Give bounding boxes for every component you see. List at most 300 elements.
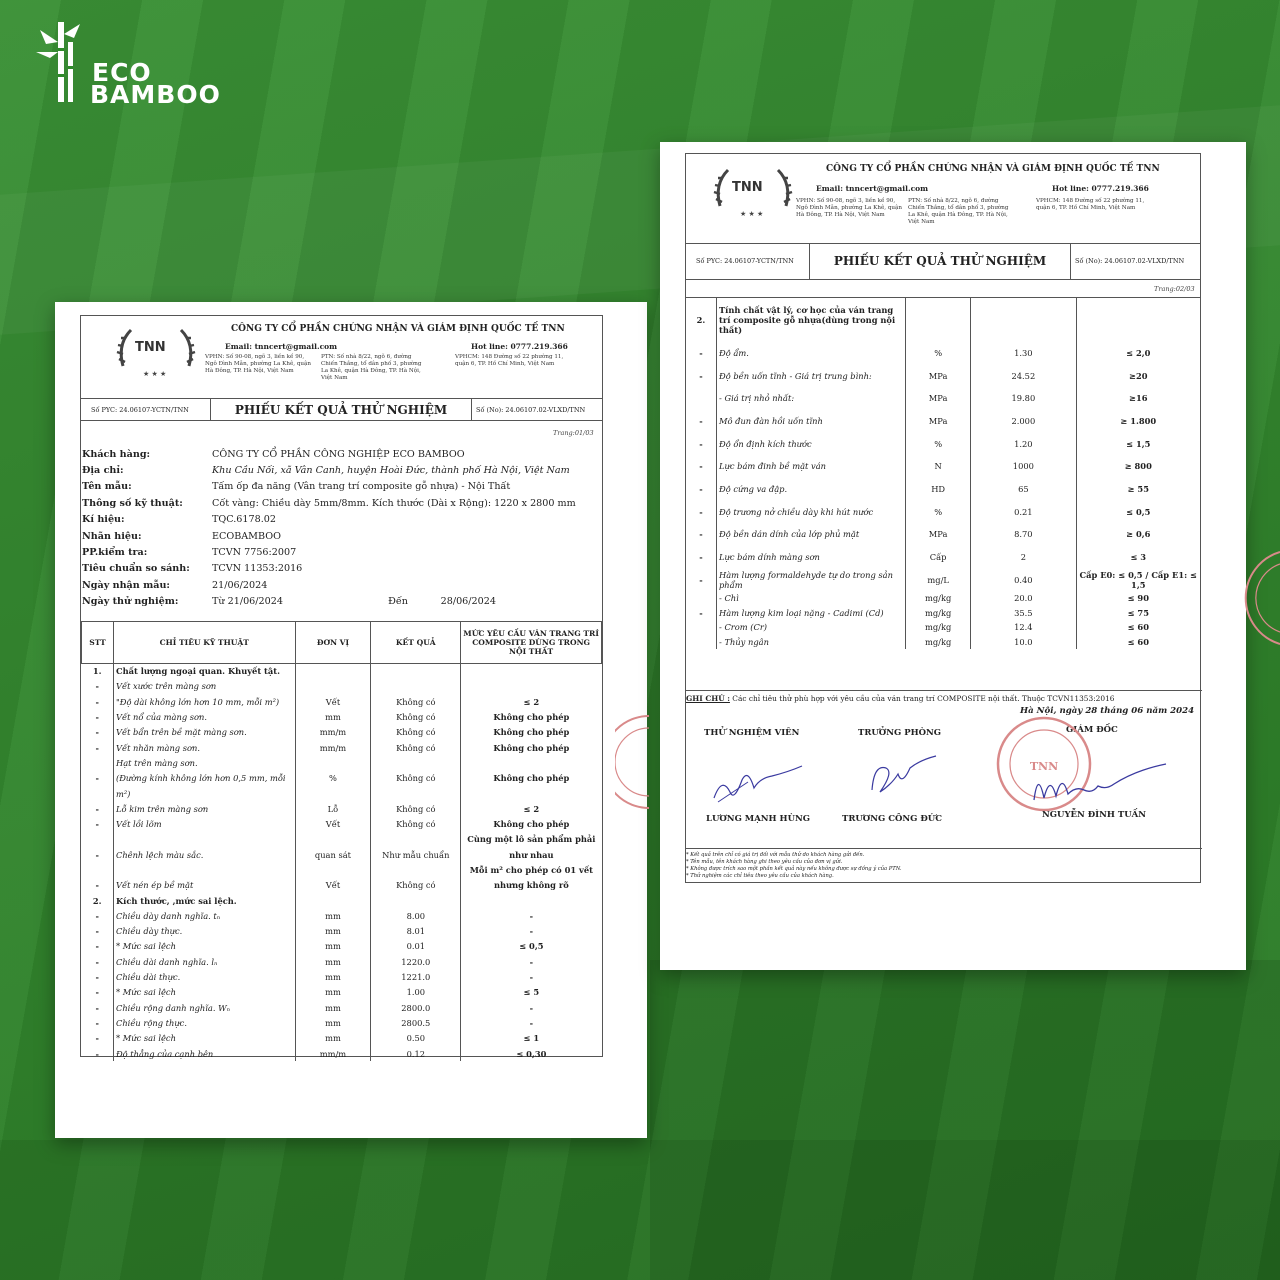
cell-stt: - bbox=[686, 500, 717, 523]
info-label: Địa chỉ: bbox=[82, 465, 124, 477]
info-row bbox=[82, 512, 602, 528]
signer-name-head: TRƯƠNG CÔNG ĐỨC bbox=[842, 814, 942, 824]
svg-text:★ ★ ★: ★ ★ ★ bbox=[143, 370, 167, 378]
cell-requirement: ≥ 800 bbox=[1124, 461, 1152, 472]
info-label: Ngày thử nghiệm: bbox=[82, 596, 179, 608]
cell-criteria: * Mức sai lệch bbox=[113, 1031, 295, 1046]
cell-stt: - bbox=[82, 908, 114, 923]
info-value bbox=[212, 596, 602, 607]
info-row bbox=[82, 594, 602, 610]
info-row bbox=[82, 446, 602, 462]
table-row bbox=[686, 298, 1200, 342]
cell-stt: - bbox=[82, 1031, 114, 1046]
cell-criteria: Độ thẳng của cạnh bên bbox=[113, 1046, 295, 1061]
cell-result bbox=[371, 679, 461, 694]
cell-result: 1000 bbox=[971, 455, 1076, 478]
cell-unit: mg/kg bbox=[906, 606, 971, 621]
cell-criteria: m²) bbox=[113, 786, 295, 801]
cell-result: Không có bbox=[371, 816, 461, 831]
table-row bbox=[686, 591, 1200, 606]
cell-unit bbox=[295, 832, 371, 847]
company-hotline: Hot line: 0777.219.366 bbox=[1052, 184, 1149, 193]
cell-result bbox=[371, 664, 461, 679]
cell-unit: % bbox=[906, 432, 971, 455]
table-row bbox=[686, 568, 1200, 591]
cell-criteria: Độ trương nở chiều dày khi hút nước bbox=[717, 500, 906, 523]
cell-criteria: (Đường kính không lớn hơn 0,5 mm, mỗi bbox=[113, 771, 295, 786]
cell-unit: MPa bbox=[906, 523, 971, 546]
cell-requirement: - bbox=[529, 926, 534, 937]
cell-result bbox=[371, 862, 461, 877]
signer-title-head: TRƯỞNG PHÒNG bbox=[858, 728, 942, 738]
table-row bbox=[686, 546, 1200, 569]
table-row bbox=[82, 679, 602, 694]
cell-unit: mg/kg bbox=[906, 591, 971, 606]
cell-unit: mm bbox=[295, 924, 371, 939]
cell-requirement: ≤ 5 bbox=[523, 987, 540, 998]
test-date-to-label: Đến bbox=[388, 596, 408, 608]
table-row bbox=[82, 924, 602, 939]
cell-stt: - bbox=[82, 847, 114, 862]
address-ptn: PTN: Số nhà 8/22, ngõ 6, đường Chiến Thắng, tổ dân phố 3, phường La Khê, quận Hà Đông, TP. Hà Nội, Việt Nam bbox=[321, 354, 422, 381]
cell-requirement: ≤ 1,5 bbox=[1126, 438, 1151, 449]
table-row bbox=[82, 847, 602, 862]
table-row bbox=[82, 954, 602, 969]
cell-criteria: Hạt trên màng sơn. bbox=[113, 755, 295, 770]
cell-result: 1221.0 bbox=[371, 969, 461, 984]
info-label: Nhãn hiệu: bbox=[82, 530, 142, 542]
info-value: 21/06/2024 bbox=[212, 579, 268, 591]
cell-result: Không có bbox=[371, 878, 461, 893]
cell-requirement: Không cho phép bbox=[493, 819, 570, 830]
cell-criteria: Chiều rộng thực. bbox=[113, 1015, 295, 1030]
logo-text-eco: ECO bbox=[92, 58, 152, 87]
cell-criteria: Lực bám đinh bề mặt ván bbox=[717, 455, 906, 478]
cell-criteria: Độ bền dán dính của lớp phủ mặt bbox=[717, 523, 906, 546]
tnn-seal-logo: ★ ★ ★ TNN bbox=[113, 322, 199, 386]
note-label: GHI CHÚ : bbox=[686, 694, 730, 703]
cell-requirement: - bbox=[529, 1002, 534, 1013]
col-unit: ĐƠN VỊ bbox=[295, 622, 371, 664]
cell-result: 65 bbox=[971, 478, 1076, 501]
report-title-bar bbox=[686, 244, 1200, 280]
tnn-seal-logo: ★ ★ ★ TNN bbox=[710, 162, 796, 226]
cell-unit: quan sát bbox=[295, 847, 371, 862]
cell-result bbox=[371, 786, 461, 801]
address-vphn: VPHN: Số 90-08, ngõ 3, liền kề 90, Ngô Đình Mẫn, phường La Khê, quận Hà Đông, TP. Hà Nội, Việt Nam bbox=[796, 198, 902, 218]
cell-result: 2 bbox=[971, 546, 1076, 569]
cell-stt: - bbox=[82, 801, 114, 816]
col-requirement: MỨC YÊU CẦU VÁN TRANG TRÍ COMPOSITE DÙNG TRONG NỘI THẤT bbox=[461, 622, 602, 664]
cell-stt: - bbox=[686, 606, 717, 621]
cell-stt: 2. bbox=[686, 298, 717, 342]
cell-criteria: Vết lồi lõm bbox=[113, 816, 295, 831]
cell-stt bbox=[82, 862, 114, 877]
signer-title-tester: THỬ NGHIỆM VIÊN bbox=[704, 728, 800, 738]
table-row bbox=[82, 939, 602, 954]
cell-criteria: * Mức sai lệch bbox=[113, 985, 295, 1000]
col-result: KẾT QUẢ bbox=[371, 622, 461, 664]
cell-unit: % bbox=[295, 771, 371, 786]
cell-criteria: Vết nổ của màng sơn. bbox=[113, 709, 295, 724]
request-number: Số PYC: 24.06107-YCTN/TNN bbox=[81, 399, 211, 420]
note-item: * Không được trích sao một phần kết quả này nếu không được sự đồng ý của PTN. bbox=[686, 866, 902, 872]
cell-criteria: - Giá trị nhỏ nhất: bbox=[717, 387, 906, 410]
cell-criteria: Lực bám dính màng sơn bbox=[717, 546, 906, 569]
table-row bbox=[82, 1000, 602, 1015]
note-item: * Kết quả trên chỉ có giá trị đối với mẫu thử do khách hàng gửi đến. bbox=[686, 852, 865, 858]
cell-requirement: - bbox=[529, 1017, 534, 1028]
cell-stt: - bbox=[686, 364, 717, 387]
info-value: Khu Cầu Nối, xã Vân Canh, huyện Hoài Đức, thành phố Hà Nội, Việt Nam bbox=[212, 465, 570, 477]
results-table-1 bbox=[81, 621, 602, 1061]
info-row bbox=[82, 561, 602, 577]
request-number: Số PYC: 24.06107-YCTN/TNN bbox=[686, 244, 810, 279]
info-value: TCVN 7756:2007 bbox=[212, 547, 297, 559]
address-ptn: PTN: Số nhà 8/22, ngõ 6, đường Chiến Thắng, tổ dân phố 3, phường La Khê, quận Hà Đông, TP. Hà Nội, Việt Nam bbox=[908, 198, 1009, 225]
info-label: Khách hàng: bbox=[82, 448, 151, 460]
cell-result: 8.00 bbox=[371, 908, 461, 923]
cell-stt: - bbox=[82, 1000, 114, 1015]
cell-unit: mm bbox=[295, 1000, 371, 1015]
cell-result: 0.40 bbox=[971, 568, 1076, 591]
cell-unit: HD bbox=[906, 478, 971, 501]
page-number: Trang:01/03 bbox=[553, 429, 594, 437]
cell-stt bbox=[82, 832, 114, 847]
report-title: PHIẾU KẾT QUẢ THỬ NGHIỆM bbox=[234, 403, 448, 417]
cell-unit: mm bbox=[295, 939, 371, 954]
table-row bbox=[82, 1015, 602, 1030]
table-row bbox=[82, 878, 602, 893]
sign-date: Hà Nội, ngày 28 tháng 06 năm 2024 bbox=[1020, 706, 1195, 716]
cell-stt: - bbox=[82, 771, 114, 786]
report-number: Số (No): 24.06107.02-VLXD/TNN bbox=[1070, 244, 1202, 279]
table-row bbox=[82, 801, 602, 816]
cell-result: Không có bbox=[371, 771, 461, 786]
sample-info bbox=[82, 446, 602, 610]
table-row bbox=[686, 432, 1200, 455]
table-row bbox=[82, 1031, 602, 1046]
table-row bbox=[686, 455, 1200, 478]
cell-unit: % bbox=[906, 342, 971, 365]
cell-criteria: Tính chất vật lý, cơ học của ván trang trí composite gỗ nhựa(dùng trong nội thất) bbox=[717, 298, 906, 342]
cell-criteria bbox=[717, 635, 906, 650]
cell-result bbox=[971, 298, 1076, 342]
cell-criteria: Mô đun đàn hồi uốn tĩnh bbox=[717, 410, 906, 433]
cell-unit bbox=[295, 755, 371, 770]
info-row bbox=[82, 462, 602, 478]
table-row bbox=[82, 893, 602, 908]
cell-result bbox=[371, 893, 461, 908]
cell-stt: - bbox=[82, 985, 114, 1000]
cell-unit: MPa bbox=[906, 364, 971, 387]
signature-director bbox=[1026, 760, 1176, 810]
signature-head bbox=[864, 750, 944, 804]
cell-unit: mm/m bbox=[295, 740, 371, 755]
cell-unit: Vết bbox=[295, 878, 371, 893]
cell-requirement bbox=[1076, 298, 1200, 342]
cell-result: Không có bbox=[371, 694, 461, 709]
cell-criteria: Lỗ kim trên màng sơn bbox=[113, 801, 295, 816]
report-title: PHIẾU KẾT QUẢ THỬ NGHIỆM bbox=[833, 254, 1047, 268]
cell-result: Không có bbox=[371, 709, 461, 724]
cell-criteria: Độ cứng va đập. bbox=[717, 478, 906, 501]
cell-unit: mm bbox=[295, 908, 371, 923]
cell-stt: - bbox=[82, 679, 114, 694]
table-row bbox=[82, 1046, 602, 1061]
info-value: ECOBAMBOO bbox=[212, 530, 281, 542]
cell-criteria: Vết xước trên màng sơn bbox=[113, 679, 295, 694]
cell-criteria bbox=[717, 591, 906, 606]
cell-requirement: ≤ 2 bbox=[523, 803, 540, 814]
cell-result: 8.01 bbox=[371, 924, 461, 939]
note-line bbox=[686, 690, 1202, 703]
cell-requirement: ≥ 1.800 bbox=[1120, 415, 1157, 426]
cell-result: 0.01 bbox=[371, 939, 461, 954]
cell-requirement: ≥16 bbox=[1129, 393, 1148, 404]
cell-unit: MPa bbox=[906, 410, 971, 433]
cell-stt: - bbox=[686, 342, 717, 365]
cell-requirement: ≥20 bbox=[1129, 370, 1148, 381]
test-report-page-2 bbox=[660, 142, 1246, 970]
cell-unit: Vết bbox=[295, 694, 371, 709]
cell-requirement: ≤ 2 bbox=[523, 696, 540, 707]
table-row bbox=[686, 635, 1200, 650]
info-label: Kí hiệu: bbox=[82, 514, 125, 526]
cell-requirement: - bbox=[529, 956, 534, 967]
cell-result: 2.000 bbox=[971, 410, 1076, 433]
cell-requirement: Không cho phép bbox=[493, 712, 570, 723]
table-row bbox=[82, 786, 602, 801]
signer-title-director: GIÁM ĐỐC bbox=[1066, 725, 1118, 735]
cell-result: 1220.0 bbox=[371, 954, 461, 969]
cell-requirement: ≤ 3 bbox=[1130, 552, 1147, 563]
cell-result: 35.5 bbox=[971, 606, 1076, 621]
signer-name-director: NGUYỄN ĐÌNH TUẤN bbox=[1042, 810, 1146, 820]
cell-requirement: ≤ 1 bbox=[523, 1033, 540, 1044]
cell-stt: - bbox=[82, 740, 114, 755]
cell-stt: - bbox=[82, 816, 114, 831]
cell-unit: mg/kg bbox=[906, 620, 971, 635]
cell-unit bbox=[295, 893, 371, 908]
cell-result: 12.4 bbox=[971, 620, 1076, 635]
cell-stt: - bbox=[686, 523, 717, 546]
cell-unit: mm bbox=[295, 954, 371, 969]
partial-stamp-mark bbox=[1210, 548, 1280, 648]
cell-stt: - bbox=[686, 546, 717, 569]
info-row bbox=[82, 528, 602, 544]
table-row bbox=[686, 387, 1200, 410]
cell-criteria: Chiều dài danh nghĩa. lₙ bbox=[113, 954, 295, 969]
table-row bbox=[82, 862, 602, 877]
table-row bbox=[686, 606, 1200, 621]
company-hotline: Hot line: 0777.219.366 bbox=[471, 342, 568, 351]
test-date-from: Từ 21/06/2024 bbox=[212, 596, 283, 608]
table-row bbox=[686, 523, 1200, 546]
cell-requirement: ≤ 60 bbox=[1127, 636, 1149, 647]
cell-unit: MPa bbox=[906, 387, 971, 410]
cell-criteria: "Độ dài không lớn hơn 10 mm, mỗi m²) bbox=[113, 694, 295, 709]
cell-result: Không có bbox=[371, 725, 461, 740]
cell-requirement: ≤ 0,5 bbox=[519, 941, 544, 952]
report-header bbox=[81, 316, 602, 399]
cell-criteria: Độ ổn định kích thước bbox=[717, 432, 906, 455]
cell-result: 0.50 bbox=[371, 1031, 461, 1046]
table-row bbox=[686, 500, 1200, 523]
cell-stt bbox=[686, 591, 717, 606]
table-row bbox=[686, 478, 1200, 501]
cell-requirement: - bbox=[529, 910, 534, 921]
cell-unit: mm bbox=[295, 1015, 371, 1030]
cell-result: 2800.5 bbox=[371, 1015, 461, 1030]
cell-unit bbox=[906, 298, 971, 342]
signer-name-tester: LƯƠNG MẠNH HÙNG bbox=[706, 814, 811, 824]
cell-result: Như mẫu chuẩn bbox=[371, 847, 461, 862]
cell-stt bbox=[686, 620, 717, 635]
cell-criteria: Chiều rộng danh nghĩa. Wₙ bbox=[113, 1000, 295, 1015]
partial-stamp-mark bbox=[615, 712, 649, 812]
cell-unit: mg/kg bbox=[906, 635, 971, 650]
info-label: Thông số kỹ thuật: bbox=[82, 497, 183, 509]
table-row bbox=[82, 985, 602, 1000]
cell-stt: - bbox=[82, 939, 114, 954]
cell-requirement: Không cho phép bbox=[493, 773, 570, 784]
cell-result: 0.12 bbox=[371, 1046, 461, 1061]
info-value: TCVN 11353:2016 bbox=[212, 563, 303, 575]
cell-requirement bbox=[461, 755, 602, 770]
cell-stt: - bbox=[82, 954, 114, 969]
report-title-bar bbox=[81, 399, 602, 421]
cell-stt: - bbox=[82, 924, 114, 939]
table-row bbox=[82, 694, 602, 709]
company-name: CÔNG TY CỔ PHẦN CHỨNG NHẬN VÀ GIÁM ĐỊNH QUỐC TẾ TNN bbox=[231, 324, 565, 334]
cell-unit: mm bbox=[295, 969, 371, 984]
cell-requirement: Không cho phép bbox=[493, 742, 570, 753]
report-notes bbox=[686, 848, 1202, 880]
cell-criteria: Vết bẩn trên bề mặt màng sơn. bbox=[113, 725, 295, 740]
cell-result bbox=[371, 832, 461, 847]
table-row bbox=[82, 771, 602, 786]
cell-unit: mm bbox=[295, 709, 371, 724]
cell-requirement: Cùng một lô sản phẩm phải bbox=[467, 834, 596, 845]
cell-stt: - bbox=[82, 1015, 114, 1030]
cell-result: 1.30 bbox=[971, 342, 1076, 365]
cell-unit bbox=[295, 862, 371, 877]
cell-requirement: ≤ 0,5 bbox=[1126, 506, 1151, 517]
address-vphcm: VPHCM: 148 Đường số 22 phường 11, quận 6, TP. Hồ Chí Minh, Việt Nam bbox=[455, 354, 564, 367]
cell-result: 1.00 bbox=[371, 985, 461, 1000]
company-email: Email: tnncert@gmail.com bbox=[225, 342, 338, 351]
cell-criteria bbox=[717, 606, 906, 621]
info-label: Tiêu chuẩn so sánh: bbox=[82, 563, 190, 575]
table-row bbox=[82, 816, 602, 831]
cell-requirement: ≤ 75 bbox=[1127, 607, 1149, 618]
cell-criteria: Độ bền uốn tĩnh - Giá trị trung bình: bbox=[717, 364, 906, 387]
table-row bbox=[82, 709, 602, 724]
cell-stt: - bbox=[82, 725, 114, 740]
cell-requirement: ≤ 2,0 bbox=[1126, 347, 1151, 358]
cell-unit: Vết bbox=[295, 816, 371, 831]
cell-criteria bbox=[113, 832, 295, 847]
table-row bbox=[82, 908, 602, 923]
cell-requirement bbox=[461, 679, 602, 694]
eco-bamboo-logo bbox=[36, 22, 221, 109]
cell-requirement: - bbox=[529, 972, 534, 983]
cell-requirement: ≤ 90 bbox=[1127, 593, 1149, 604]
svg-text:TNN: TNN bbox=[1029, 760, 1059, 773]
cell-unit: mm bbox=[295, 1031, 371, 1046]
cell-criteria bbox=[717, 620, 906, 635]
note-text: Các chỉ tiêu thử phù hợp với yêu cầu của ván trang trí COMPOSITE nội thất. Thuộc TCVN11353:2016 bbox=[732, 694, 1115, 703]
cell-requirement: như nhau bbox=[509, 849, 554, 860]
cell-stt: - bbox=[82, 969, 114, 984]
cell-stt: - bbox=[82, 694, 114, 709]
svg-text:★ ★ ★: ★ ★ ★ bbox=[740, 210, 764, 218]
cell-result: 19.80 bbox=[971, 387, 1076, 410]
cell-stt bbox=[82, 755, 114, 770]
cell-result: 2800.0 bbox=[371, 1000, 461, 1015]
cell-stt: - bbox=[82, 709, 114, 724]
cell-stt: - bbox=[686, 568, 717, 591]
cell-unit: Lỗ bbox=[295, 801, 371, 816]
test-date-to: 28/06/2024 bbox=[440, 596, 496, 608]
cell-result: Không có bbox=[371, 740, 461, 755]
cell-result: 8.70 bbox=[971, 523, 1076, 546]
cell-stt: - bbox=[82, 878, 114, 893]
metal-name: - Crom (Cr) bbox=[719, 622, 768, 633]
metal-name: - Thủy ngân bbox=[719, 636, 769, 647]
cell-criteria: Vết nén ép bề mặt bbox=[113, 878, 295, 893]
cell-requirement bbox=[461, 664, 602, 679]
cell-criteria: Chiều dày thực. bbox=[113, 924, 295, 939]
table-row bbox=[686, 342, 1200, 365]
metal-name: - Chì bbox=[719, 593, 739, 604]
cell-unit: mg/L bbox=[906, 568, 971, 591]
cell-criteria: Kích thước, ,mức sai lệch. bbox=[113, 893, 295, 908]
table-row bbox=[82, 725, 602, 740]
cell-requirement: ≥ 0,6 bbox=[1126, 529, 1151, 540]
company-email: Email: tnncert@gmail.com bbox=[816, 184, 929, 193]
table-row bbox=[82, 969, 602, 984]
cell-requirement bbox=[461, 893, 602, 908]
info-label: PP.kiểm tra: bbox=[82, 547, 148, 559]
cell-result bbox=[371, 755, 461, 770]
cell-criteria: Chênh lệch màu sắc. bbox=[113, 847, 295, 862]
cell-criteria: Hàm lượng formaldehyde tự do trong sản phẩm bbox=[717, 568, 906, 591]
cell-stt: - bbox=[686, 432, 717, 455]
signature-tester bbox=[708, 758, 808, 808]
info-row bbox=[82, 577, 602, 593]
cell-criteria: Chiều dày danh nghĩa. tₙ bbox=[113, 908, 295, 923]
col-criteria: CHỈ TIÊU KỸ THUẬT bbox=[113, 622, 295, 664]
info-value: CÔNG TY CỔ PHẦN CÔNG NGHIỆP ECO BAMBOO bbox=[212, 448, 465, 460]
cell-requirement: Mỗi m² cho phép có 01 vết bbox=[469, 865, 593, 875]
info-row bbox=[82, 479, 602, 495]
cell-result: 0.21 bbox=[971, 500, 1076, 523]
cell-unit: N bbox=[906, 455, 971, 478]
address-vphcm: VPHCM: 148 Đường số 22 phường 11, quận 6, TP. Hồ Chí Minh, Việt Nam bbox=[1036, 198, 1145, 211]
info-label: Tên mẫu: bbox=[82, 481, 132, 493]
cell-unit: mm bbox=[295, 985, 371, 1000]
cell-requirement: ≥ 55 bbox=[1127, 483, 1149, 494]
info-value: TQC.6178.02 bbox=[212, 514, 276, 526]
cell-criteria bbox=[113, 862, 295, 877]
table-row bbox=[82, 664, 602, 679]
cell-result: 10.0 bbox=[971, 635, 1076, 650]
cell-requirement: Không cho phép bbox=[493, 727, 570, 738]
report-number: Số (No): 24.06107.02-VLXD/TNN bbox=[471, 399, 604, 420]
cell-criteria: Vết nhăn màng sơn. bbox=[113, 740, 295, 755]
